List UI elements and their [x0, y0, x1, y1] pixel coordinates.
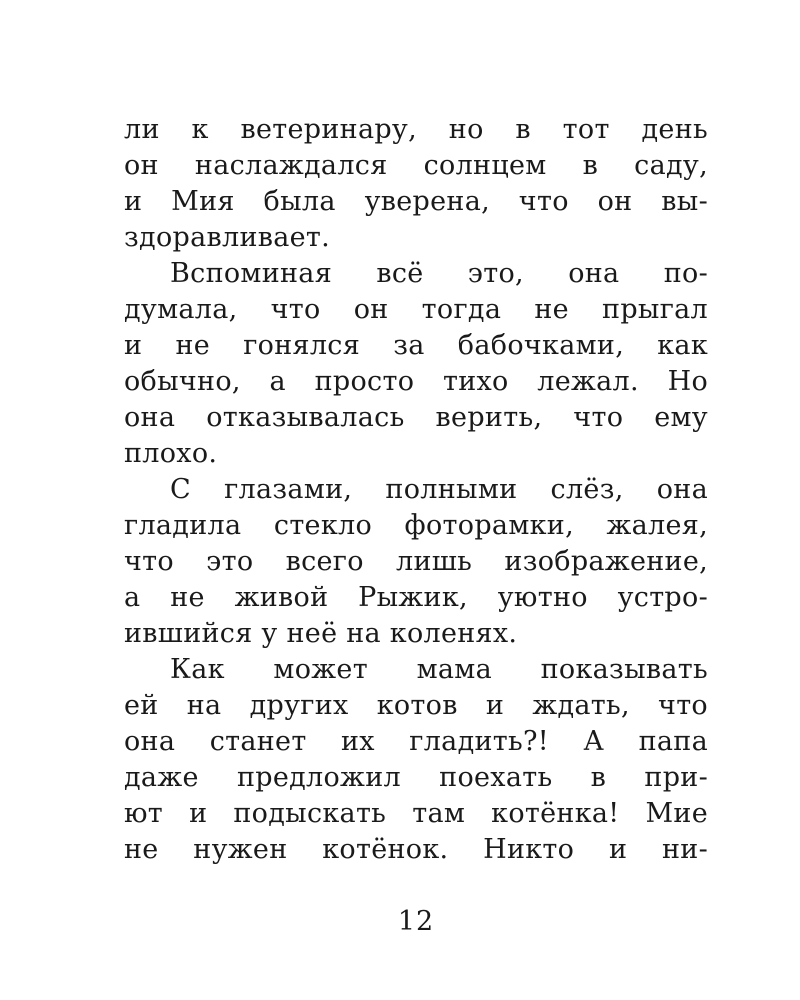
text-line: она отказывалась верить, что ему [124, 402, 708, 433]
text-line: и не гонялся за бабочками, как [124, 330, 708, 361]
paragraph-1 [124, 112, 708, 256]
paragraph-2 [124, 256, 708, 472]
text-line: что это всего лишь изображение, [124, 546, 708, 577]
text-line: Вспоминая всё это, она по- [170, 258, 708, 289]
text-line: она станет их гладить?! А папа [124, 726, 708, 757]
paragraph-3 [124, 472, 708, 652]
text-line: ей на других котов и ждать, что [124, 690, 708, 721]
text-line: а не живой Рыжик, уютно устро- [124, 582, 708, 613]
text-line: ли к ветеринару, но в тот день [124, 114, 708, 145]
page-number: 12 [397, 906, 435, 937]
text-line: С глазами, полными слёз, она [170, 474, 708, 505]
text-line: и Мия была уверена, что он вы- [124, 186, 708, 217]
text-line: Как может мама показывать [170, 654, 708, 685]
text-line: даже предложил поехать в при- [124, 762, 708, 793]
text-line: гладила стекло фоторамки, жалея, [124, 510, 708, 541]
text-line: обычно, а просто тихо лежал. Но [124, 366, 708, 397]
text-line: не нужен котёнок. Никто и ни- [124, 834, 708, 865]
text-line: ившийся у неё на коленях. [124, 618, 518, 649]
text-line: ют и подыскать там котёнка! Мие [124, 798, 708, 829]
text-line: думала, что он тогда не прыгал [124, 294, 708, 325]
text-line: плохо. [124, 438, 218, 469]
text-line: он наслаждался солнцем в саду, [124, 150, 708, 181]
text-line: здоравливает. [124, 222, 331, 253]
paragraph-4 [124, 652, 708, 868]
body-text [124, 112, 708, 868]
